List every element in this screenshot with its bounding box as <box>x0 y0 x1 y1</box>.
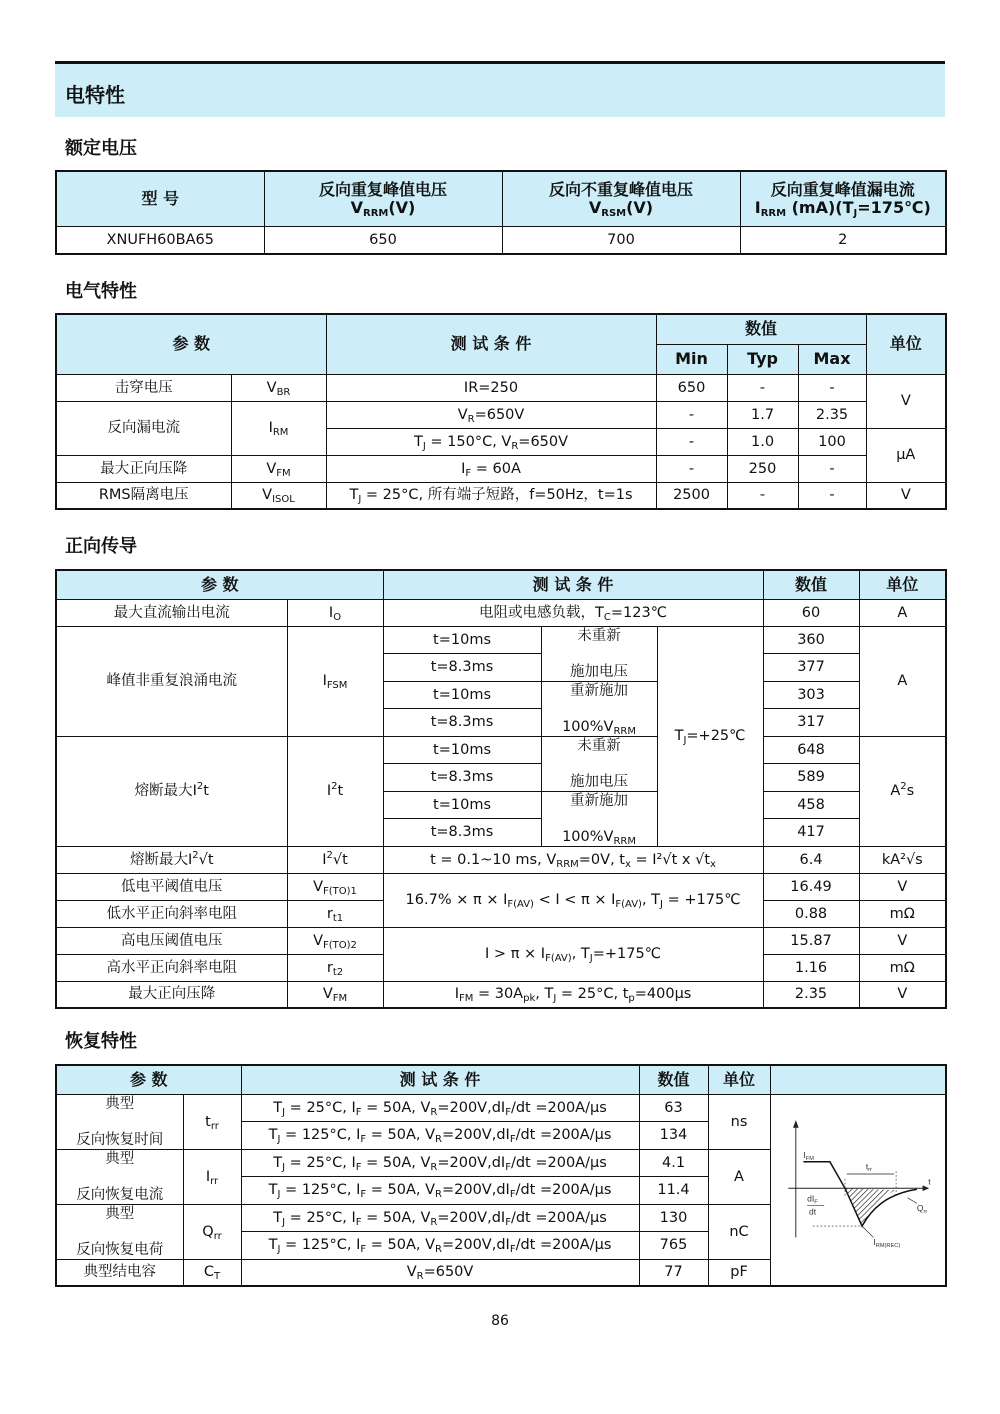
param-max: - <box>798 374 866 401</box>
param-typ: - <box>727 374 798 401</box>
param-name: 典型 反向恢复电流 <box>56 1149 183 1204</box>
header-unit: 单位 <box>708 1065 770 1094</box>
param-unit: nC <box>708 1204 770 1259</box>
param-name: 最大直流输出电流 <box>56 599 287 626</box>
forward-table <box>55 569 947 1009</box>
param-symbol: $I^2√t$ <box>287 846 383 873</box>
recovery-table <box>55 1064 947 1287</box>
param-value: 317 <box>763 709 859 737</box>
param-symbol: $Q_{rr}$ <box>183 1204 241 1259</box>
irrm-cell: 2 <box>740 226 946 254</box>
time-cond: t=8.3ms <box>383 654 541 682</box>
header-cond: 测 试 条 件 <box>241 1065 639 1094</box>
param-value: 589 <box>763 764 859 792</box>
param-symbol: $C_T$ <box>183 1259 241 1286</box>
param-value: 6.4 <box>763 846 859 873</box>
param-value: 417 <box>763 819 859 847</box>
param-value: 15.87 <box>763 927 859 954</box>
param-symbol: $r_{t1}$ <box>287 900 383 927</box>
param-max: - <box>798 482 866 509</box>
time-cond: t=10ms <box>383 791 541 819</box>
param-value: 130 <box>639 1204 708 1232</box>
table-row <box>56 846 946 873</box>
table-row <box>56 455 946 482</box>
param-unit: $A^2s$ <box>859 736 946 846</box>
param-symbol: $V_{FM}$ <box>287 981 383 1008</box>
param-symbol: $I_{RM}$ <box>231 401 326 455</box>
param-name: 击穿电压 <box>56 374 231 401</box>
voltage-cond: 未重新 施加电压 <box>541 736 657 791</box>
param-unit: mΩ <box>859 900 946 927</box>
header-irrm: 反向重复峰值漏电流 $I_{RRM}$ $(mA)(T_J=175℃)$ <box>740 171 946 226</box>
table-row <box>56 599 946 626</box>
param-unit: V <box>859 873 946 900</box>
electrical-title: 电气特性 <box>65 281 137 302</box>
voltage-cond: 重新施加 $100\%V_{RRM}$ <box>541 791 657 846</box>
param-value: 360 <box>763 626 859 654</box>
header-blank <box>770 1065 946 1094</box>
header-max: Max <box>798 344 866 374</box>
header-cond: 测 试 条 件 <box>383 570 763 599</box>
param-name: 低电平阈值电压 <box>56 873 287 900</box>
header-model: 型 号 <box>56 171 264 226</box>
param-typ: 1.0 <box>727 428 798 455</box>
param-cond: $T_J = 125^\circ C$, $I_F = 50A$, $V_R=200V,dI_F/dt =200A/\mu s$ <box>241 1232 639 1260</box>
banner-title: 电特性 <box>65 83 125 107</box>
param-unit: pF <box>708 1259 770 1286</box>
model-cell: XNUFH60BA65 <box>56 226 264 254</box>
param-unit: V <box>859 927 946 954</box>
time-cond: t=10ms <box>383 626 541 654</box>
recovery-title: 恢复特性 <box>65 1031 137 1052</box>
header-value: 数值 <box>763 570 859 599</box>
table-row <box>56 736 946 764</box>
param-min: - <box>656 401 727 428</box>
table-row <box>56 482 946 509</box>
param-value: 458 <box>763 791 859 819</box>
tj-cond: $T_J=+25℃$ <box>657 626 763 846</box>
table-row <box>56 626 946 654</box>
param-name: 典型 反向恢复电荷 <box>56 1204 183 1259</box>
param-cond: IR=250 <box>326 374 656 401</box>
param-name: 反向漏电流 <box>56 401 231 455</box>
y-axis-arrow <box>792 1120 798 1128</box>
table-row <box>56 1094 946 1122</box>
vrsm-cell: 700 <box>502 226 740 254</box>
time-cond: t=8.3ms <box>383 764 541 792</box>
header-param: 参 数 <box>56 314 326 374</box>
param-name: 高电压阈值电压 <box>56 927 287 954</box>
vrrm-cell: 650 <box>264 226 502 254</box>
param-max: 2.35 <box>798 401 866 428</box>
table-row <box>56 873 946 900</box>
param-symbol: $t_{rr}$ <box>183 1094 241 1149</box>
param-value: 2.35 <box>763 981 859 1008</box>
header-min: Min <box>656 344 727 374</box>
param-cond: $I_{FM} = 30A_{pk}$, $T_J = 25^\circ C$, $t_p=400\mu s$ <box>383 981 763 1008</box>
param-cond: $T_J = 25^\circ C$, $I_F = 50A$, $V_R=200V,dI_F/dt =200A/\mu s$ <box>241 1204 639 1232</box>
param-cond: $T_J = 25^\circ C$, $I_F = 50A$, $V_R=200V,dI_F/dt =200A/\mu s$ <box>241 1149 639 1177</box>
table-row <box>56 927 946 954</box>
rated-voltage-table <box>55 170 947 255</box>
param-name: 熔断最大$I^2√t$ <box>56 846 287 873</box>
param-name: 高水平正向斜率电阻 <box>56 954 287 981</box>
param-symbol: $V_{F(TO)1}$ <box>287 873 383 900</box>
param-cond: 电阻或电感负载，$T_C=123℃$ <box>383 599 763 626</box>
param-typ: 250 <box>727 455 798 482</box>
header-param: 参 数 <box>56 570 383 599</box>
forward-title: 正向传导 <box>65 536 137 557</box>
voltage-cond: 重新施加 $100\%V_{RRM}$ <box>541 681 657 736</box>
header-unit: 单位 <box>859 570 946 599</box>
param-value: 303 <box>763 681 859 709</box>
param-name: 最大正向压降 <box>56 455 231 482</box>
table-header-row <box>56 570 946 599</box>
param-cond: $16.7\% \times \pi \times I_{F(AV)} < I < \pi \times I_{F(AV)}$, $T_J$ = +175℃ <box>383 873 763 927</box>
param-max: 100 <box>798 428 866 455</box>
param-value: 4.1 <box>639 1149 708 1177</box>
table-header-row <box>56 1065 946 1094</box>
param-name: RMS隔离电压 <box>56 482 231 509</box>
param-cond: $T_J = 25^\circ C$, 所有端子短路，f=50Hz，t=1s <box>326 482 656 509</box>
header-param: 参 数 <box>56 1065 241 1094</box>
electrical-table <box>55 313 947 510</box>
time-cond: t=10ms <box>383 736 541 764</box>
dt-label: dt <box>808 1206 816 1217</box>
header-vrsm: 反向不重复峰值电压 $V_{RSM}(V)$ <box>502 171 740 226</box>
param-value: 1.16 <box>763 954 859 981</box>
param-typ: - <box>727 482 798 509</box>
param-symbol: $V_{FM}$ <box>231 455 326 482</box>
param-name: 典型结电容 <box>56 1259 183 1286</box>
param-min: - <box>656 428 727 455</box>
param-unit: kA²√s <box>859 846 946 873</box>
param-name: 最大正向压降 <box>56 981 287 1008</box>
table-row <box>56 374 946 401</box>
param-name: 低水平正向斜率电阻 <box>56 900 287 927</box>
param-cond: $T_J = 150^\circ C$, $V_R=650V$ <box>326 428 656 455</box>
param-value: 16.49 <box>763 873 859 900</box>
param-value: 77 <box>639 1259 708 1286</box>
param-unit: ns <box>708 1094 770 1149</box>
param-value: 11.4 <box>639 1177 708 1205</box>
param-unit: μA <box>866 428 946 482</box>
table-row <box>56 401 946 428</box>
header-value: 数值 <box>656 314 866 344</box>
param-unit: A <box>859 626 946 736</box>
param-unit: V <box>866 374 946 428</box>
qrr-label: $Q_{rr}$ <box>916 1202 927 1215</box>
param-value: 648 <box>763 736 859 764</box>
ifm-label: $I_{FM}$ <box>802 1149 814 1162</box>
qrr-leader <box>907 1197 916 1203</box>
param-symbol: $V_{F(TO)2}$ <box>287 927 383 954</box>
recovery-waveform-diagram <box>770 1094 946 1286</box>
voltage-cond: 未重新 施加电压 <box>541 626 657 681</box>
param-cond: $V_R=650V$ <box>241 1259 639 1286</box>
time-cond: t=8.3ms <box>383 709 541 737</box>
header-value: 数值 <box>639 1065 708 1094</box>
rated-voltage-title: 额定电压 <box>65 138 137 159</box>
param-cond: $I > \pi \times I_{F(AV)}$, $T_J=+175℃$ <box>383 927 763 981</box>
header-typ: Typ <box>727 344 798 374</box>
param-symbol: $I_{rr}$ <box>183 1149 241 1204</box>
param-symbol: $V_{ISOL}$ <box>231 482 326 509</box>
param-typ: 1.7 <box>727 401 798 428</box>
table-row <box>56 981 946 1008</box>
param-symbol: $I_{FSM}$ <box>287 626 383 736</box>
param-cond: $T_J = 125^\circ C$, $I_F = 50A$, $V_R=200V,dI_F/dt =200A/\mu s$ <box>241 1122 639 1150</box>
param-cond: $I_F = 60A$ <box>326 455 656 482</box>
time-cond: t=8.3ms <box>383 819 541 847</box>
param-value: 0.88 <box>763 900 859 927</box>
param-value: 63 <box>639 1094 708 1122</box>
time-cond: t=10ms <box>383 681 541 709</box>
param-min: - <box>656 455 727 482</box>
param-min: 2500 <box>656 482 727 509</box>
param-symbol: $r_{t2}$ <box>287 954 383 981</box>
di-label: $dI_F$ <box>806 1193 818 1205</box>
header-vrrm: 反向重复峰值电压 $V_{RRM}(V)$ <box>264 171 502 226</box>
header-cond: 测 试 条 件 <box>326 314 656 374</box>
irm-label: $I_{RM(REC)}$ <box>872 1236 900 1249</box>
table-header-row <box>56 171 946 226</box>
param-unit: V <box>866 482 946 509</box>
param-max: - <box>798 455 866 482</box>
param-cond: $V_R=650V$ <box>326 401 656 428</box>
trr-label: $t_{rr}$ <box>865 1160 872 1173</box>
param-name: 峰值非重复浪涌电流 <box>56 626 287 736</box>
recovery-curve-svg <box>775 1105 942 1275</box>
param-symbol: $I^2t$ <box>287 736 383 846</box>
param-unit: A <box>708 1149 770 1204</box>
param-name: 熔断最大$I^2t$ <box>56 736 287 846</box>
t-axis-label: t <box>927 1176 931 1187</box>
section-banner <box>55 61 945 117</box>
page-number: 86 <box>491 1313 509 1329</box>
param-cond: $T_J = 25^\circ C$, $I_F = 50A$, $V_R=200V,dI_F/dt =200A/\mu s$ <box>241 1094 639 1122</box>
forward-current-curve <box>803 1161 845 1187</box>
param-value: 134 <box>639 1122 708 1150</box>
param-value: 60 <box>763 599 859 626</box>
param-name: 典型 反向恢复时间 <box>56 1094 183 1149</box>
header-unit: 单位 <box>866 314 946 374</box>
param-symbol: $V_{BR}$ <box>231 374 326 401</box>
param-unit: A <box>859 599 946 626</box>
table-header-row <box>56 314 946 344</box>
param-cond: $T_J = 125^\circ C$, $I_F = 50A$, $V_R=200V,dI_F/dt =200A/\mu s$ <box>241 1177 639 1205</box>
param-unit: mΩ <box>859 954 946 981</box>
irm-leader <box>862 1226 873 1237</box>
param-cond: t = 0.1~10 ms, $V_{RRM}=0V$, $t_x = I^2√t$ x $√t_x$ <box>383 846 763 873</box>
param-value: 377 <box>763 654 859 682</box>
param-unit: V <box>859 981 946 1008</box>
param-value: 765 <box>639 1232 708 1260</box>
param-min: 650 <box>656 374 727 401</box>
table-row <box>56 226 946 254</box>
param-symbol: $I_O$ <box>287 599 383 626</box>
qrr-shaded-area <box>845 1188 896 1226</box>
